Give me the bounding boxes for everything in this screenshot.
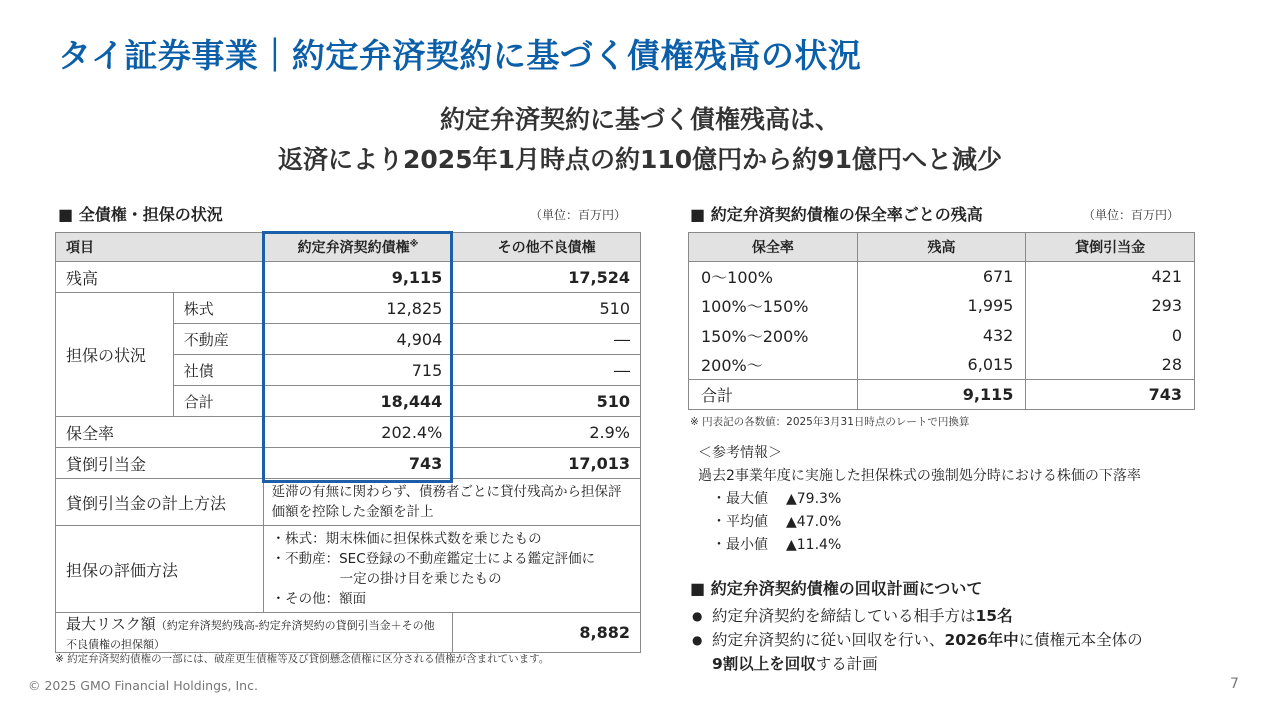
headline-line-2: 返済により2025年1月時点の約110億円から約91億円へと減少 bbox=[278, 145, 1002, 174]
reference-item-value: ▲47.0% bbox=[786, 514, 842, 530]
table-row-max-risk bbox=[56, 613, 641, 653]
allowance-method-text: 延滞の有無に関わらず、債務者ごとに貸付残高から担保評価額を控除した金額を計上 bbox=[263, 479, 640, 526]
collateral-status-table bbox=[55, 232, 641, 653]
row-sublabel: 社債 bbox=[173, 355, 263, 386]
cell-value: 9,115 bbox=[263, 262, 453, 293]
cell-value: 4,904 bbox=[263, 324, 453, 355]
table-row-total bbox=[689, 380, 1195, 410]
ratio-label: 合計 bbox=[689, 380, 858, 410]
table-row-allowance bbox=[56, 448, 641, 479]
cell-value: 715 bbox=[263, 355, 453, 386]
coverage-ratio-table bbox=[688, 232, 1195, 410]
table-row bbox=[689, 291, 1195, 321]
reference-item-max bbox=[698, 488, 1141, 511]
right-footnote: ※ 円表記の各数値：2025年3月31日時点のレートで円換算 bbox=[690, 416, 970, 428]
reference-item-value: ▲79.3% bbox=[786, 491, 842, 507]
max-risk-value: 8,882 bbox=[453, 613, 641, 653]
cell-value: 1,995 bbox=[857, 291, 1026, 321]
row-label: 貸倒引当金 bbox=[56, 448, 264, 479]
left-footnote: ※ 約定弁済契約債権の一部には、破産更生債権等及び貸倒懸念債権に区分される債権が含まれています。 bbox=[55, 653, 550, 665]
left-unit-label: （単位：百万円） bbox=[530, 208, 627, 222]
plan-emphasis: 2026年中 bbox=[944, 631, 1019, 649]
cell-value: 293 bbox=[1026, 291, 1195, 321]
headline-line-1: 約定弁済契約に基づく債権残高は、 bbox=[439, 105, 840, 134]
plan-text: に債権元本全体の bbox=[1018, 631, 1143, 649]
table-row bbox=[689, 321, 1195, 351]
valuation-line-3: 一定の掛け目を乗じたもの bbox=[339, 571, 502, 587]
row-sublabel: 不動産 bbox=[173, 324, 263, 355]
cell-value: 671 bbox=[857, 262, 1026, 292]
reference-info bbox=[698, 442, 1141, 557]
valuation-line-1: ・株式：期末株価に担保株式数を乗じたもの bbox=[271, 531, 542, 547]
reference-item-label: ・平均値 bbox=[712, 514, 768, 530]
ratio-label: 100%～150% bbox=[689, 291, 858, 321]
plan-emphasis: 9割以上を回収 bbox=[712, 655, 816, 673]
right-section-title: ■ 約定弁済契約債権の保全率ごとの残高 bbox=[690, 205, 983, 224]
table-row-collateral-stock bbox=[56, 293, 641, 324]
header-balance: 残高 bbox=[857, 233, 1026, 262]
header-contract-label: 約定弁済契約債権 bbox=[297, 240, 410, 256]
table-row bbox=[689, 350, 1195, 380]
right-unit-label: （単位：百万円） bbox=[1083, 208, 1180, 222]
max-risk-label: 最大リスク額 bbox=[66, 615, 156, 633]
cell-value: 0 bbox=[1026, 321, 1195, 351]
plan-bullet-1 bbox=[690, 604, 1143, 628]
cell-value: 17,524 bbox=[453, 262, 641, 293]
max-risk-label-cell bbox=[56, 613, 453, 653]
cell-value: 12,825 bbox=[263, 293, 453, 324]
reference-item-min bbox=[698, 534, 1141, 557]
table-row-balance bbox=[56, 262, 641, 293]
table-row-coverage bbox=[56, 417, 641, 448]
page-title: タイ証券事業｜約定弁済契約に基づく債権残高の状況 bbox=[58, 36, 862, 75]
plan-bullet-2 bbox=[690, 628, 1143, 676]
table-row bbox=[689, 262, 1195, 292]
valuation-line-4: ・その他：額面 bbox=[271, 591, 367, 607]
cell-value: 510 bbox=[453, 386, 641, 417]
cell-value: 28 bbox=[1026, 350, 1195, 380]
header-contract-mark: ※ bbox=[409, 239, 419, 250]
cell-value: 743 bbox=[1026, 380, 1195, 410]
plan-text: 約定弁済契約を締結している相手方は bbox=[712, 607, 976, 625]
ratio-label: 0～100% bbox=[689, 262, 858, 292]
reference-item-label: ・最小値 bbox=[712, 537, 768, 553]
header-allowance: 貸倒引当金 bbox=[1026, 233, 1195, 262]
cell-value: 743 bbox=[263, 448, 453, 479]
reference-item-avg bbox=[698, 511, 1141, 534]
valuation-text bbox=[263, 526, 640, 613]
left-section-title: ■ 全債権・担保の状況 bbox=[58, 205, 223, 224]
reference-desc: 過去2事業年度に実施した担保株式の強制処分時における株価の下落率 bbox=[698, 468, 1141, 484]
row-label-collateral: 担保の状況 bbox=[56, 293, 174, 417]
cell-value: ― bbox=[453, 355, 641, 386]
header-contract bbox=[263, 233, 453, 262]
row-label: 貸倒引当金の計上方法 bbox=[56, 479, 264, 526]
page-number: 7 bbox=[1230, 676, 1239, 692]
reference-item-label: ・最大値 bbox=[712, 491, 768, 507]
header-other: その他不良債権 bbox=[453, 233, 641, 262]
ratio-label: 200%～ bbox=[689, 350, 858, 380]
cell-value: 18,444 bbox=[263, 386, 453, 417]
reference-item-value: ▲11.4% bbox=[786, 537, 842, 553]
header-item: 項目 bbox=[56, 233, 264, 262]
plan-text: する計画 bbox=[815, 655, 878, 673]
row-label: 担保の評価方法 bbox=[56, 526, 264, 613]
plan-text: 約定弁済契約に従い回収を行い、 bbox=[712, 631, 945, 649]
cell-value: 9,115 bbox=[857, 380, 1026, 410]
ratio-label: 150%～200% bbox=[689, 321, 858, 351]
header-ratio: 保全率 bbox=[689, 233, 858, 262]
row-sublabel: 合計 bbox=[173, 386, 263, 417]
table-row-valuation bbox=[56, 526, 641, 613]
plan-section-title: ■ 約定弁済契約債権の回収計画について bbox=[690, 579, 983, 598]
row-sublabel: 株式 bbox=[173, 293, 263, 324]
cell-value: 17,013 bbox=[453, 448, 641, 479]
cell-value: 432 bbox=[857, 321, 1026, 351]
valuation-line-2: ・不動産：SEC登録の不動産鑑定士による鑑定評価に bbox=[271, 551, 596, 567]
row-label: 保全率 bbox=[56, 417, 264, 448]
max-risk-note: （約定弁済契約残高-約定弁済契約の貸倒引当金＋その他不良債権の担保額） bbox=[66, 619, 435, 651]
table-header-row bbox=[56, 233, 641, 262]
plan-emphasis: 15名 bbox=[975, 607, 1013, 625]
cell-value: ― bbox=[453, 324, 641, 355]
table-row-allowance-method bbox=[56, 479, 641, 526]
cell-value: 6,015 bbox=[857, 350, 1026, 380]
cell-value: 510 bbox=[453, 293, 641, 324]
cell-value: 202.4% bbox=[263, 417, 453, 448]
reference-heading: ＜参考情報＞ bbox=[698, 445, 782, 461]
cell-value: 421 bbox=[1026, 262, 1195, 292]
plan-list bbox=[690, 604, 1143, 676]
table-header-row bbox=[689, 233, 1195, 262]
row-label: 残高 bbox=[56, 262, 264, 293]
cell-value: 2.9% bbox=[453, 417, 641, 448]
copyright: © 2025 GMO Financial Holdings, Inc. bbox=[28, 678, 258, 693]
